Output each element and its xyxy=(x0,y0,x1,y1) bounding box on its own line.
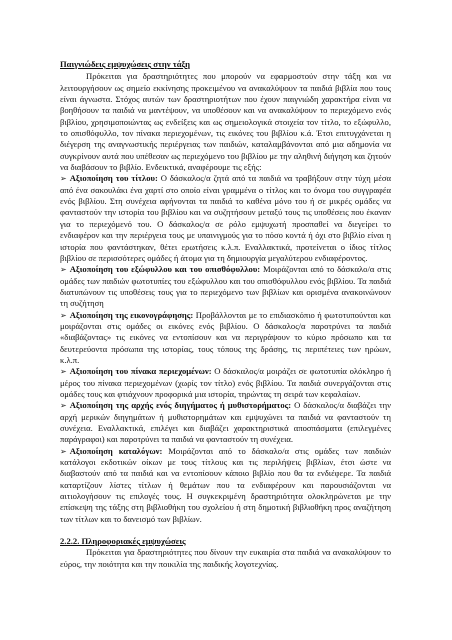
list-item xyxy=(60,446,391,525)
arrow-bullet-icon: ➢ xyxy=(60,265,67,275)
activities-list xyxy=(60,173,391,525)
subsection-title: 2.2.2. Πληροφοριακές εμψυχώσεις xyxy=(60,536,186,547)
item-text: Μοιράζονται από το δάσκαλο/α στις ομάδες των παιδιών κατάλογοι εκδοτικών οίκων με τους τίτλους και τις περιλήψεις βιβλίων, έτσι ώστε να διαβαστούν από τα παιδιά και να εντοπίσουν κάποιο βιβλίο που θα τα ενδιέφερε. Τα παιδιά καταρτίζουν λίστες τίτλων ή θεμάτων που τα ενδιαφέρουν και παρουσιάζονται να αιτιολογήσουν τις επιλογές τους. Η συγκεκριμένη δραστηριότητα ολοκληρώνεται με την επίσκεψη της τάξης στη βιβλιοθήκη του σχολείου ή στη δημοτική βιβλιοθήκη προς αναζήτηση των τίτλων και το δανεισμό των βιβλίων. xyxy=(60,445,391,524)
list-item xyxy=(60,264,391,309)
subsection-intro: Πρόκειται για δραστηριότητες που δίνουν την ευκαιρία στα παιδιά να ανακαλύψουν το εύρος, την ποιότητα και την ποικιλία της παιδικής λογοτεχνίας. xyxy=(60,547,391,569)
arrow-bullet-icon: ➢ xyxy=(60,174,67,184)
item-lead: Αξιοποίηση της αρχής ενός διηγήματος ή μυθιστορήματος: xyxy=(69,400,292,411)
item-lead: Αξιοποίηση του πίνακα περιεχομένων: xyxy=(69,366,212,377)
list-item xyxy=(60,400,391,445)
list-item xyxy=(60,173,391,264)
intro-paragraph: Πρόκειται για δραστηριότητες που μπορούν να εφαρμοστούν στην τάξη και να λειτουργήσουν ως σημείο εκκίνησης προκειμένου να ανακαλύψουν τα παιδιά βιβλία που τους είναι άγνωστα. Στόχος αυτών των δραστηριοτήτων που έχουν παιγνιώδη χαρακτήρα είναι να βοηθήσουν τα παιδιά να μαντέψουν, να υποθέσουν και να ανακαλύψουν το περιεχόμενο ενός βιβλίου, χρησιμοποιώντας ως ενδείξεις και ως σημειολογικά στοιχεία τον τίτλο, το εξώφυλλο, το οπισθόφυλλο, τον πίνακα περιεχομένων, τις εικόνες του βιβλίου κ.ά. Έτσι επιτυγχάνεται η διέγερση της αναγνωστικής περιέργειας των παιδιών, καταλαμβάνονται από μια αδημονία να συγκρίνουν αυτά που υπέθεσαν ως περιεχόμενο του βιβλίου με την αληθινή διήγηση και ζητούν να διαβάσουν το βιβλίο. Ενδεικτικά, αναφέρουμε τις εξής: xyxy=(60,71,391,173)
arrow-bullet-icon: ➢ xyxy=(60,401,67,411)
item-lead: Αξιοποίηση καταλόγων: xyxy=(69,445,163,456)
item-text: Ο δάσκαλος/α διαβάζει την αρχή μερικών διηγημάτων ή μυθιστορημάτων και εμψυχώνει τα παιδιά να φανταστούν τη συνέχεια. Εναλλακτικά, επιλέγει και διαβάζει χαρακτηριστικά αποσπάσματα (επιλεγμένες παράγραφοι) και παροτρύνει τα παιδιά να φανταστούν τη συνέχεια. xyxy=(60,400,391,445)
section-title: Παιγνιώδεις εμψυχώσεις στην τάξη xyxy=(60,59,191,69)
item-text: Προβάλλονται με το επιδιασκόπιο ή φωτοτυπούνται και μοιράζονται στις ομάδες οι εικόνες ενός βιβλίου. Ο δάσκαλος/α παροτρύνει τα παιδιά «διαβάζοντας» τις εικόνες να εντοπίσουν και να περιγράψουν το κύριο πρόσωπο και τα δευτερεύοντα πρόσωπα της ιστορίας, τους τόπους της δράσης, τις περιπέτειες των ηρώων, κ.λ.π. xyxy=(60,309,391,365)
item-lead: Αξιοποίηση της εικονογράφησης: xyxy=(69,309,194,320)
arrow-bullet-icon: ➢ xyxy=(60,310,67,320)
spacer xyxy=(60,525,391,536)
item-text: Μοιράζονται από το δάσκαλο/α στις ομάδες των παιδιών φωτοτυπίες του εξώφυλλου και του οπισθόφυλλου ενός βιβλίου. Τα παιδιά διατυπώνουν τις υποθέσεις τους για το περιεχόμενο των βιβλίων και ορισμένα ανακοινώνουν τη συζήτηση xyxy=(60,264,391,309)
list-item xyxy=(60,310,391,367)
arrow-bullet-icon: ➢ xyxy=(60,446,67,456)
item-text: Ο δάσκαλος/α ζητά από τα παιδιά να τραβήξουν στην τύχη μέσα από ένα σακουλάκι ένα χαρτί στο οποίο είναι γραμμένα ο τίτλος και το όνομα του συγγραφέα ενός βιβλίου. Στη συνέχεια αφήνονται τα παιδιά το καθένα μόνο του ή σε μικρές ομάδες να φανταστούν την ιστορία του βιβλίου και να συζητήσουν μεταξύ τους τις υποθέσεις που έκαναν για το περιεχόμενό του. Ο δάσκαλος/α σε ρόλο εμψυχωτή προσπαθεί να διεγείρει το ενδιαφέρον και την περιέργεια τους με υπαινιγμούς για το πόσο κοντά ή όχι στο βιβλίο είναι η ιστορία που φαντάστηκαν, θέτει ερωτήσεις κ.λ.π. Εναλλακτικά, προτείνεται ο ίδιος τίτλος βιβλίου σε περισσότερες ομάδες ή άτομα για τη δημιουργία μεγαλύτερου ενδιαφέροντος. xyxy=(60,173,391,263)
item-lead: Αξιοποίηση του τίτλου: xyxy=(69,173,158,184)
item-lead: Αξιοποίηση του εξώφυλλου και του οπισθόφυλλου: xyxy=(69,264,261,275)
list-item xyxy=(60,366,391,400)
item-text: Ο δάσκαλος/α μοιράζει σε φωτοτυπία ολόκληρο ή μέρος του πίνακα περιεχομένων (χωρίς τον τίτλο) ενός βιβλίου. Τα παιδιά συνεργάζονται στις ομάδες τους και φτιάχνουν προφορικά μια ιστορία, τηρώντας τη σειρά των κεφαλαίων. xyxy=(60,366,392,399)
arrow-bullet-icon: ➢ xyxy=(60,367,67,377)
